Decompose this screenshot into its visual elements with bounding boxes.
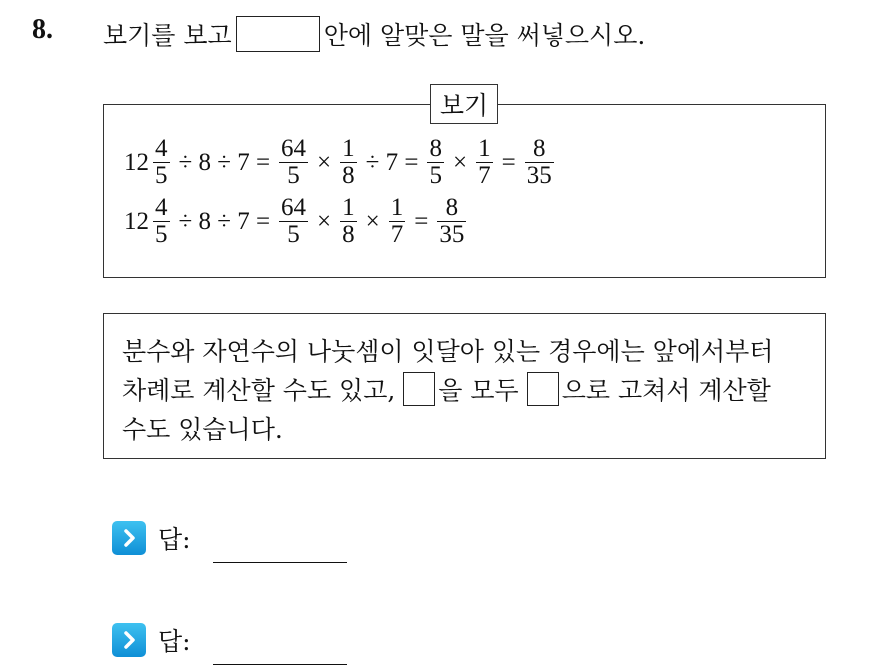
- equals-sign: =: [414, 207, 429, 235]
- prompt-text-after: 안에 알맞은 말을 써넣으시오.: [323, 21, 646, 50]
- statement-line-2: [122, 371, 771, 407]
- example-equation-2: [124, 195, 469, 249]
- prompt-blank-box: [236, 16, 320, 52]
- fraction: $\frac{1}{7}$: [390, 194, 404, 249]
- statement-text: 차례로 계산할 수도 있고,: [122, 376, 396, 405]
- answer-label: 답:: [158, 524, 191, 554]
- fill-blank-1[interactable]: [403, 372, 435, 406]
- answer-row-1: [112, 512, 347, 563]
- prompt-text-before: 보기를 보고: [103, 21, 232, 50]
- example-title: 보기: [430, 84, 498, 124]
- fraction: $\frac{1}{7}$: [478, 135, 491, 190]
- fraction: $\frac{8}{35}$: [526, 135, 552, 190]
- answer-input-line[interactable]: [213, 532, 347, 563]
- fraction: $\frac{8}{5}$: [429, 135, 442, 190]
- chevron-right-icon: [112, 623, 146, 657]
- equals-sign: =: [501, 148, 516, 176]
- statement-line-1: 분수와 자연수의 나눗셈이 잇달아 있는 경우에는 앞에서부터: [122, 337, 774, 366]
- statement-line-3: 수도 있습니다.: [122, 415, 283, 444]
- times-sign: ×: [365, 207, 380, 235]
- fraction: $\frac{8}{35}$: [439, 194, 465, 249]
- operators: ÷ 8 ÷ 7 =: [178, 207, 271, 235]
- fraction: $\frac{1}{8}$: [342, 135, 355, 190]
- fraction: $\frac{4}{5}$: [155, 135, 168, 190]
- times-sign: ×: [452, 148, 468, 176]
- times-sign: ×: [317, 207, 332, 235]
- fraction: $\frac{64}{5}$: [281, 135, 307, 190]
- fraction: $\frac{64}{5}$: [281, 194, 307, 249]
- answer-label: 답:: [158, 626, 191, 656]
- mixed-whole: 12: [124, 207, 149, 235]
- question-number: 8.: [32, 14, 53, 45]
- chevron-right-icon: [112, 521, 146, 555]
- times-sign: ×: [317, 148, 332, 176]
- example-equation-1: [124, 136, 557, 190]
- statement-text: 을 모두: [438, 376, 519, 405]
- question-prompt: [103, 16, 645, 52]
- statement-text: 으로 고쳐서 계산할: [561, 376, 771, 405]
- operators: ÷ 8 ÷ 7 =: [178, 148, 271, 176]
- operators: ÷ 7 =: [365, 148, 419, 176]
- answer-row-2: [112, 614, 347, 665]
- example-box: [103, 104, 826, 278]
- fraction: $\frac{4}{5}$: [155, 194, 168, 249]
- answer-input-line[interactable]: [213, 634, 347, 665]
- mixed-whole: 12: [124, 148, 149, 176]
- fill-blank-2[interactable]: [527, 372, 559, 406]
- fraction: $\frac{1}{8}$: [342, 194, 355, 249]
